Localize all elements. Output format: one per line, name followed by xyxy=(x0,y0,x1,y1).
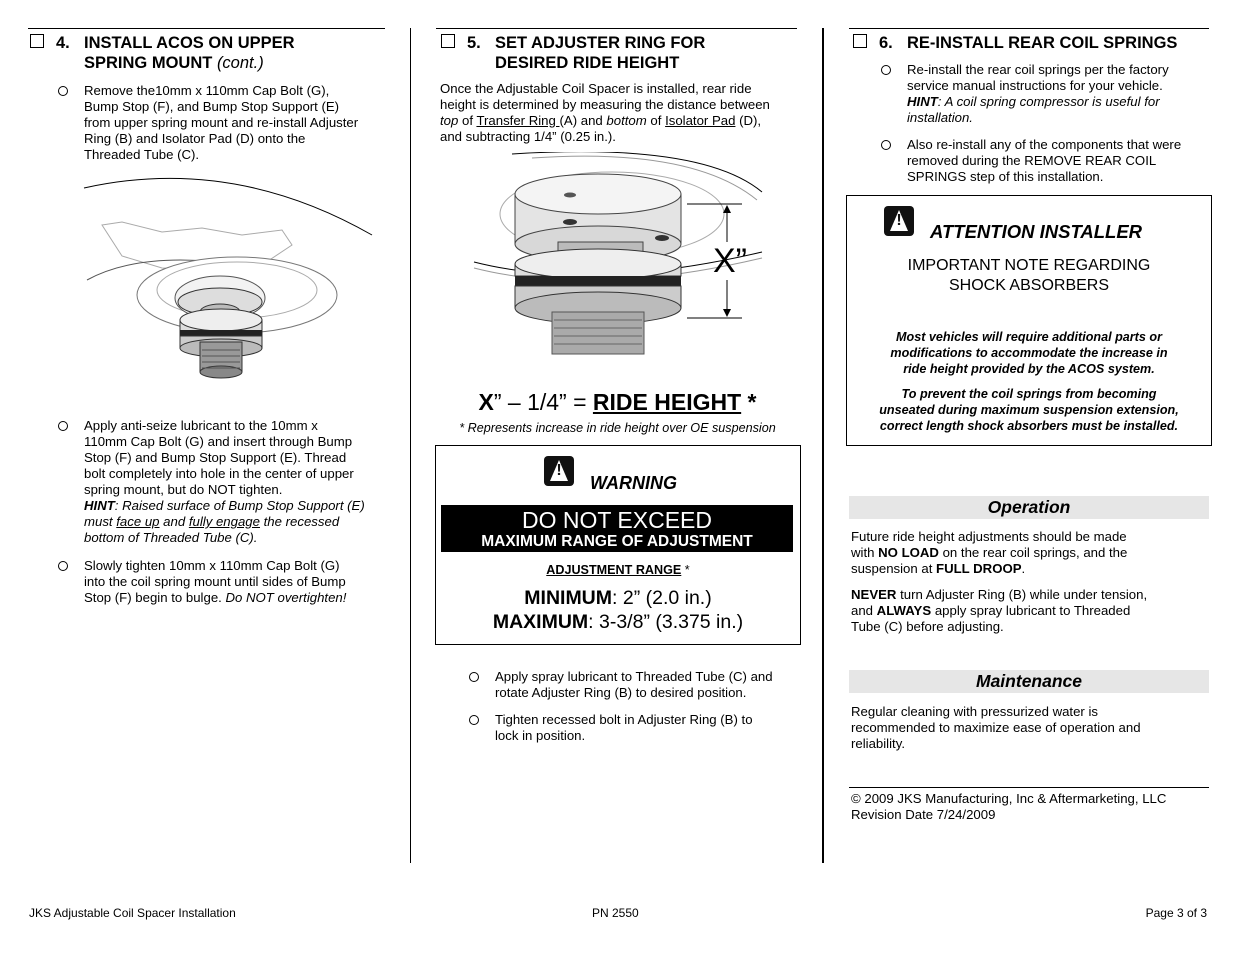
text-line: Re-install the rear coil springs per the factory xyxy=(907,62,1169,77)
maintenance-banner: Maintenance xyxy=(849,670,1209,693)
text-line: Slowly tighten 10mm x 110mm Cap Bolt (G) xyxy=(84,558,340,573)
maintenance-para xyxy=(851,704,1211,752)
bullet-circle-icon xyxy=(881,65,891,75)
text-line: SPRINGS step of this installation. xyxy=(907,169,1104,184)
text-line: Also re-install any of the components that were xyxy=(907,137,1182,152)
minimum-value: MINIMUM: 2” (2.0 in.) xyxy=(524,587,712,609)
step4-title-line1: INSTALL ACOS ON UPPER xyxy=(84,34,295,52)
ride-height-formula: X” – 1/4” = RIDE HEIGHT * xyxy=(478,389,757,415)
x-dimension-label: X” xyxy=(713,242,747,280)
copyright-rule xyxy=(849,787,1209,788)
bullet-circle-icon xyxy=(58,86,68,96)
revision-date: Revision Date 7/24/2009 xyxy=(851,807,996,822)
text-line: reliability. xyxy=(851,736,905,751)
text-line: Stop (F) and Bump Stop Support (E). Thread xyxy=(84,450,347,465)
text-line: unseated during maximum suspension extension, xyxy=(879,403,1179,417)
hint-line: installation. xyxy=(907,110,973,125)
text-line: service manual instructions for your vehicle. xyxy=(907,78,1163,93)
adjustment-range-label: ADJUSTMENT RANGE * xyxy=(546,563,690,577)
operation-para-1 xyxy=(851,529,1211,577)
text-line: Tube (C) before adjusting. xyxy=(851,619,1004,634)
text-line: modifications to accommodate the increase in xyxy=(890,346,1168,360)
step4-number: 4. xyxy=(56,34,70,52)
footer-left: JKS Adjustable Coil Spacer Installation xyxy=(29,906,236,920)
step5-number: 5. xyxy=(467,34,481,52)
step4-header xyxy=(30,33,385,73)
note-shock-absorbers xyxy=(847,386,1211,434)
attention-icon: ! xyxy=(884,206,914,236)
step6-number: 6. xyxy=(879,34,893,52)
hint-line: HINT: A coil spring compressor is useful for xyxy=(907,94,1160,109)
text-line: Remove the10mm x 110mm Cap Bolt (G), xyxy=(84,83,330,98)
text-line: with NO LOAD on the rear coil springs, and the xyxy=(851,545,1128,560)
text-line: Regular cleaning with pressurized water is xyxy=(851,704,1099,719)
text-line: height is determined by measuring the distance between xyxy=(440,97,770,112)
footer-right: Page 3 of 3 xyxy=(1145,906,1207,920)
operation-para-2 xyxy=(851,587,1211,635)
footer-center: PN 2550 xyxy=(592,906,639,920)
text-line: Tighten recessed bolt in Adjuster Ring (B) to xyxy=(495,712,753,727)
text-line: IMPORTANT NOTE REGARDING xyxy=(907,257,1151,274)
step6-checkbox[interactable] xyxy=(853,34,867,48)
warning-icon: ! xyxy=(544,456,574,486)
text-line: Future ride height adjustments should be made xyxy=(851,529,1127,544)
operation-banner: Operation xyxy=(849,496,1209,519)
step5-intro xyxy=(440,81,800,145)
dne-line1: DO NOT EXCEED xyxy=(522,507,712,533)
text-line: Ring (B) and Isolator Pad (D) onto the xyxy=(84,131,306,146)
text-line: NEVER turn Adjuster Ring (B) while under tension, xyxy=(851,587,1148,602)
do-not-exceed-banner xyxy=(441,505,793,552)
column-divider-2 xyxy=(822,28,824,863)
text-line: 110mm Cap Bolt (G) and insert through Bump xyxy=(84,434,353,449)
bullet-circle-icon xyxy=(881,140,891,150)
col3-top-rule xyxy=(849,28,1209,29)
important-note xyxy=(847,256,1211,296)
step6-header xyxy=(853,33,1208,55)
text-line: SHOCK ABSORBERS xyxy=(948,277,1110,294)
text-line: To prevent the coil springs from becoming xyxy=(901,387,1157,401)
copyright-text: © 2009 JKS Manufacturing, Inc & Aftermarketing, LLC xyxy=(851,791,1167,806)
hint-line: bottom of Threaded Tube (C). xyxy=(84,530,258,545)
bullet-circle-icon xyxy=(469,672,479,682)
formula-footnote: * Represents increase in ride height over OE suspension xyxy=(459,421,776,435)
text-line: Stop (F) begin to bulge. Do NOT overtighten! xyxy=(84,590,347,605)
text-line: removed during the REMOVE REAR COIL xyxy=(907,153,1157,168)
warning-box xyxy=(435,445,801,645)
text-line: spring mount, but do NOT tighten. xyxy=(84,482,283,497)
text-line: Apply spray lubricant to Threaded Tube (C) and xyxy=(495,669,773,684)
step4-title-line2: SPRING MOUNT (cont.) xyxy=(84,54,264,72)
text-line: and ALWAYS apply spray lubricant to Threaded xyxy=(851,603,1131,618)
text-line: top of Transfer Ring (A) and bottom of Isolator Pad (D), xyxy=(440,113,762,128)
maximum-value: MAXIMUM: 3-3/8” (3.375 in.) xyxy=(492,611,744,633)
text-line: Bump Stop (F), and Bump Stop Support (E) xyxy=(84,99,340,114)
text-line: and subtracting 1/4” (0.25 in.). xyxy=(440,129,616,144)
hint-line: HINT: Raised surface of Bump Stop Support (E) xyxy=(84,498,365,513)
step6-title: RE-INSTALL REAR COIL SPRINGS xyxy=(907,34,1178,52)
text-line: bolt completely into hole in the center of upper xyxy=(84,466,354,481)
step5-title-line2: DESIRED RIDE HEIGHT xyxy=(495,54,680,72)
copyright-block xyxy=(851,791,1211,823)
text-line: ride height provided by the ACOS system. xyxy=(903,362,1155,376)
step5-title-line1: SET ADJUSTER RING FOR xyxy=(495,34,706,52)
warning-title: WARNING xyxy=(590,473,677,493)
attention-title: ATTENTION INSTALLER xyxy=(930,221,1143,242)
col2-top-rule xyxy=(436,28,797,29)
text-line: Apply anti-seize lubricant to the 10mm x xyxy=(84,418,318,433)
step4-checkbox[interactable] xyxy=(30,34,44,48)
bullet-circle-icon xyxy=(58,421,68,431)
text-line: into the coil spring mount until sides of Bump xyxy=(84,574,346,589)
dne-line2: MAXIMUM RANGE OF ADJUSTMENT xyxy=(481,533,753,550)
col1-top-rule xyxy=(28,28,385,29)
step5-header xyxy=(441,33,796,73)
text-line: recommended to maximize ease of operation and xyxy=(851,720,1141,735)
bullet-circle-icon xyxy=(58,561,68,571)
text-line: rotate Adjuster Ring (B) to desired position. xyxy=(495,685,747,700)
note-additional-parts xyxy=(847,329,1211,377)
step5-checkbox[interactable] xyxy=(441,34,455,48)
text-line: lock in position. xyxy=(495,728,586,743)
bullet-circle-icon xyxy=(469,715,479,725)
text-line: Most vehicles will require additional parts or xyxy=(896,330,1162,344)
text-line: Threaded Tube (C). xyxy=(84,147,200,162)
hint-line: must face up and fully engage the recessed xyxy=(84,514,340,529)
text-line: correct length shock absorbers must be installed. xyxy=(879,419,1179,433)
attention-box xyxy=(846,195,1212,446)
ride-height-diagram xyxy=(472,152,764,357)
column-divider-1 xyxy=(410,28,411,863)
text-line: Once the Adjustable Coil Spacer is installed, rear ride xyxy=(440,81,752,96)
text-line: from upper spring mount and re-install Adjuster xyxy=(84,115,359,130)
spring-mount-diagram xyxy=(82,170,382,390)
text-line: suspension at FULL DROOP. xyxy=(851,561,1026,576)
